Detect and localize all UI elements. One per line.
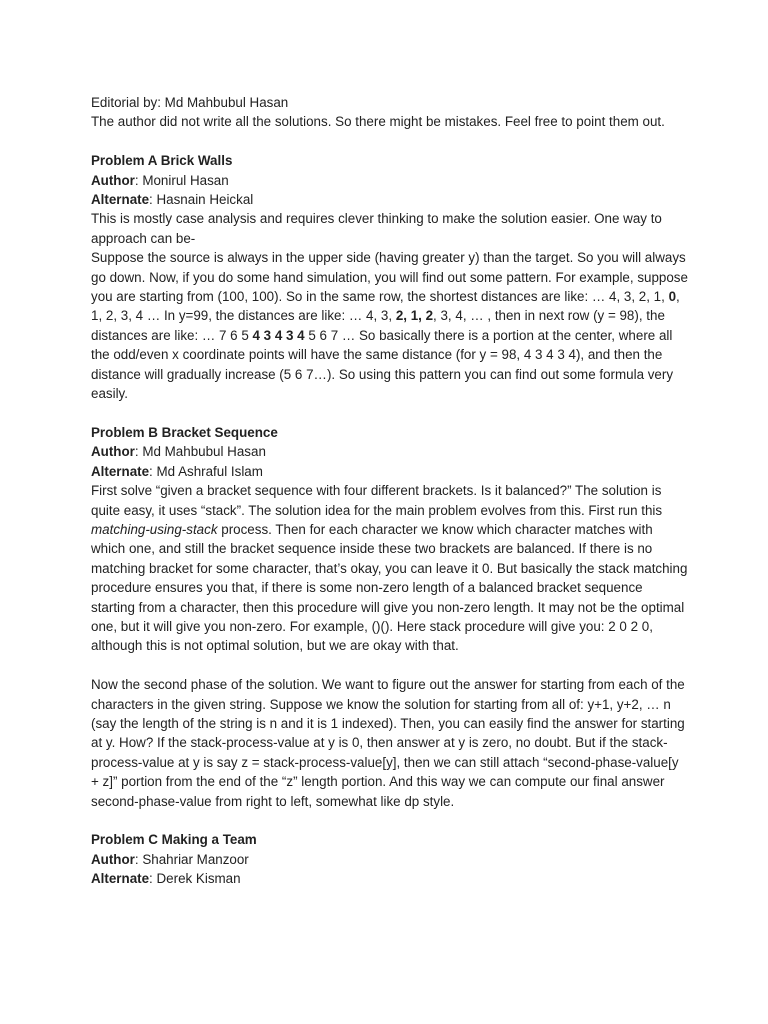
document-body — [91, 93, 689, 889]
problem-c-author — [91, 850, 689, 869]
problem-b-title: Problem B Bracket Sequence — [91, 424, 278, 440]
alternate-name: : Hasnain Heickal — [149, 192, 254, 208]
text-run: First solve “given a bracket sequence with four different brackets. Is it balanced?” The solution is quite easy, it uses “stack”. The solution idea for the main problem evolves from this. First run this — [91, 483, 663, 518]
problem-c-alternate — [91, 869, 689, 888]
spacer — [91, 132, 689, 151]
text-run: , 3, 4, … , then in next row (y = 98), the distances are like: … 7 6 5 — [91, 308, 665, 343]
italic-run: matching-using-stack — [91, 521, 218, 537]
problem-a-intro: This is mostly case analysis and requires clever thinking to make the solution easier. One way to approach can be- — [91, 211, 662, 246]
author-label: Author — [91, 172, 135, 188]
alternate-name: : Md Ashraful Islam — [149, 463, 263, 479]
problem-b-author — [91, 442, 689, 461]
editorial-byline: Editorial by: Md Mahbubul Hasan — [91, 95, 289, 110]
problem-a-title: Problem A Brick Walls — [91, 153, 233, 169]
spacer — [91, 656, 689, 675]
problem-b-paragraph-2: Now the second phase of the solution. We want to figure out the answer for starting from each of the characters in the given string. Suppose we know the solution for starting from all of: y+1, y+2, … n (say the length of the string is n and it is 1 indexed). Then, you can easily find the answer for starting at y. How? If the stack-process-value at y is 0, then answer at y is zero, no doubt. But if the stack-process-value at y is say z = stack-process-value[y], then we can still attach “second-phase-value[y + z]” portion from the end of the “z” length portion. And this way we can compute our final answer second-phase-value from right to left, somewhat like dp style. — [91, 677, 685, 809]
author-label: Author — [91, 851, 135, 867]
text-run: Suppose the source is always in the upper side (having greater y) than the target. So you will always go down. Now, if you do some hand simulation, you will find out some pattern. For example, suppose you are starting from (100, 100). So in the same row, the shortest distances are like: … 4, 3, 2, 1, — [91, 250, 688, 305]
spacer — [91, 811, 689, 830]
alternate-label: Alternate — [91, 192, 150, 208]
author-name: : Monirul Hasan — [134, 172, 229, 188]
problem-a-body — [91, 248, 689, 403]
problem-c-title: Problem C Making a Team — [91, 832, 257, 848]
author-label: Author — [91, 444, 135, 460]
problem-b-paragraph-1 — [91, 481, 689, 656]
text-run: , 1, 2, 3, 4 … In y=99, the distances are like: … 4, 3, — [91, 289, 680, 324]
spacer — [91, 403, 689, 422]
text-run: process. Then for each character we know which character matches with which one, and still the bracket sequence inside these two brackets are balanced. If there is no matching bracket for some character, that’s okay, you can leave it 0. But basically the stack matching procedure ensures you that, if there is some non-zero length of a balanced bracket sequence starting from a character, then this procedure will give you non-zero length. It may not be the optimal one, but it will give you non-zero. For example, ()(). Here stack procedure will give you: 2 0 2 0, although this is not optimal solution, but we are okay with that. — [91, 521, 688, 654]
problem-b-alternate — [91, 462, 689, 481]
bold-run: 4 3 4 3 4 — [252, 327, 305, 343]
disclaimer-note: The author did not write all the solutions. So there might be mistakes. Feel free to point them out. — [91, 114, 665, 130]
problem-a-alternate — [91, 190, 689, 209]
problem-a-author — [91, 171, 689, 190]
bold-run: 0 — [668, 289, 677, 305]
alternate-label: Alternate — [91, 871, 150, 887]
alternate-label: Alternate — [91, 463, 150, 479]
author-name: : Md Mahbubul Hasan — [134, 444, 266, 460]
alternate-name: : Derek Kisman — [149, 871, 241, 887]
author-name: : Shahriar Manzoor — [134, 851, 249, 867]
text-run: 5 6 7 … So basically there is a portion at the center, where all the odd/even x coordinate points will have the same distance (for y = 98, 4 3 4 3 4), and then the distance will gradually increase (5 6 7…). So using this pattern you can find out some formula very easily. — [91, 327, 674, 402]
bold-run: 2, 1, 2 — [395, 308, 434, 324]
